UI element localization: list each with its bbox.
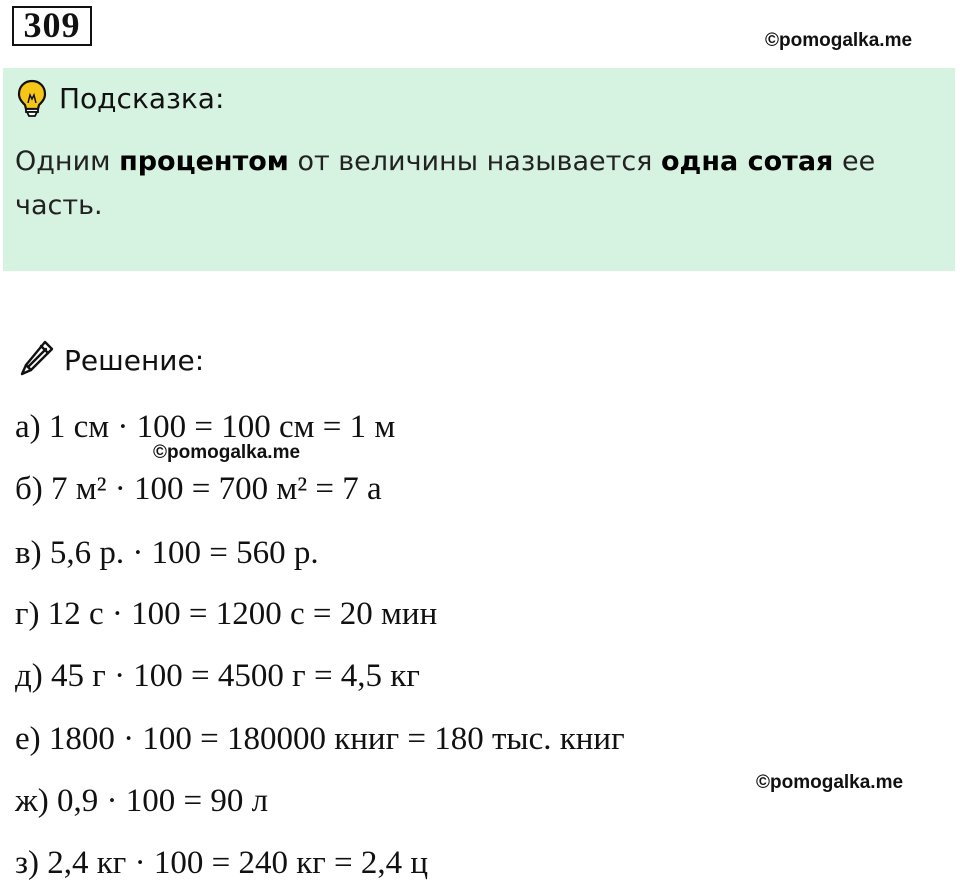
solution-line-v: в) 5,6 р. · 100 = 560 р. [15, 535, 319, 571]
solution-header [18, 338, 204, 382]
solution-line-zh: ж) 0,9 · 100 = 90 л [15, 783, 269, 819]
solution-line-e: е) 1800 · 100 = 180000 книг = 180 тыс. книг [15, 721, 625, 757]
solution-title: Решение: [64, 343, 205, 377]
watermark-bottom: ©pomogalka.me [756, 772, 904, 793]
hint-box [3, 68, 955, 271]
solution-line-b: б) 7 м² · 100 = 700 м² = 7 а [15, 471, 382, 507]
lightbulb-icon [17, 79, 47, 117]
hint-header [17, 78, 224, 118]
pencil-icon [18, 338, 56, 383]
solution-line-a: а) 1 см · 100 = 100 см = 1 м [15, 409, 396, 445]
bold-term-hundredth: одна сотая [661, 146, 834, 177]
task-number: 309 [12, 6, 92, 46]
bold-term-percent: процентом [119, 146, 289, 177]
solution-line-z: з) 2,4 кг · 100 = 240 кг = 2,4 ц [15, 845, 429, 881]
solution-line-d: д) 45 г · 100 = 4500 г = 4,5 кг [15, 658, 420, 694]
watermark-top: ©pomogalka.me [765, 30, 913, 51]
hint-title: Подсказка: [59, 81, 225, 115]
watermark-middle: ©pomogalka.me [153, 442, 301, 463]
hint-text: Одним процентом от величины называется одна сотая ее часть. [15, 146, 876, 221]
solution-line-g: г) 12 с · 100 = 1200 с = 20 мин [15, 596, 438, 632]
